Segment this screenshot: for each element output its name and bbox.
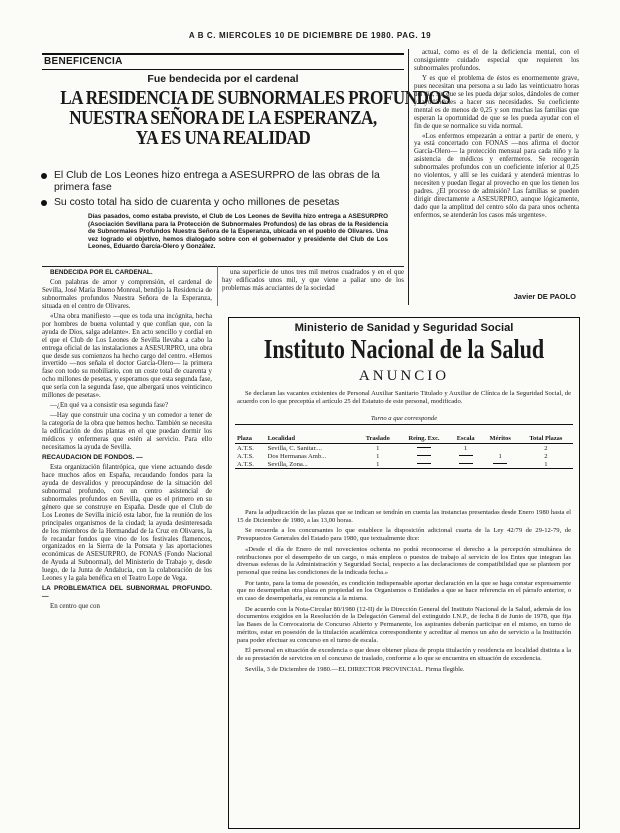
bullet-icon	[41, 173, 47, 179]
table-cell: 1	[498, 452, 502, 460]
bullet-text: El Club de Los Leones hizo entrega a ASESURPRO de las obras de la primera fase	[54, 170, 380, 193]
dash-mark	[417, 455, 431, 456]
column-rule	[408, 49, 409, 305]
section-bar	[42, 53, 404, 70]
table-cell: 1	[376, 444, 380, 452]
table-cell	[482, 460, 519, 469]
column-subhead: RECAUDACION DE FONDOS. —	[42, 453, 143, 461]
headline-line: NUESTRA SEÑORA DE LA ESPERANZA,	[69, 108, 377, 129]
column-subhead: LA PROBLEMATICA DEL SUBNORMAL PROFUNDO.—	[42, 585, 212, 601]
dash-mark	[417, 447, 431, 448]
column-paragraph: —Hay que construir una cocina y un comedor a tener de la categoría de la obra que hemos hecho. También se necesita la edificación de dos plantas en el que puedan dormir los médicos y enfermeras que estén al servicio. Para ello necesitamos la ayuda de Sevilla.	[42, 412, 212, 452]
article-lede: Días pasados, como estaba previsto, el Club de Los Leones de Sevilla hizo entrega a ASESURPRO (Asociación Sevillana para la Protección de Subnormales Profundos) de las obras de la Residencia de Subnormales Profundos Nuestra Señora de la Esperanza, ubicada en el pueblo de Olivares. Una vez logrado el objetivo, hemos dialogado sobre con el gobernador y presidente del Club de Los Leones, Eduardo García-Olero y González.	[88, 213, 388, 251]
article-headline	[60, 88, 451, 149]
bullet-item	[40, 197, 406, 209]
table-cell: A.T.S.	[235, 460, 266, 469]
headline-line: LA RESIDENCIA DE SUBNORMALES PROFUNDOS	[60, 88, 451, 109]
table-cell	[450, 460, 482, 469]
table-caption: Turno a que corresponde	[370, 415, 438, 422]
table-row	[235, 460, 573, 469]
vacancies-table	[235, 424, 573, 469]
column-paragraph: actual, como es el de la deficiencia mental, con el consiguiente cuidado especial que requieren los subnormales profundos.	[414, 49, 579, 72]
dash-mark	[459, 455, 473, 456]
article-byline: Javier DE PAOLO	[513, 292, 576, 301]
dash-mark	[459, 463, 473, 464]
notice-announce: ANUNCIO	[358, 368, 450, 384]
table-cell	[482, 444, 519, 453]
table-cell: Sevilla, C. Sanitar....	[267, 444, 322, 452]
table-header: Méritos	[482, 425, 519, 444]
column-paragraph: Y es que el problema de éstos es enormemente grave, pues necesitan una persona a su lado las veinticuatro horas del día, sin que se les pueda dejar solos, dándoles de comer y ayudándoles a hacer sus necesidades. Su coeficiente mental es de menos de 0,25 y son muchas las familias que esperan la oportunidad de que se les pueda ayudar con el fin de que se normalice su vida normal.	[414, 74, 579, 130]
table-cell: 1	[376, 452, 380, 460]
table-header: Localidad	[266, 425, 358, 444]
headline-line: YA ES UNA REALIDAD	[135, 128, 311, 149]
table-cell	[450, 452, 482, 460]
table-cell: 1	[464, 444, 468, 452]
table-header: Total Plazas	[519, 425, 573, 444]
bullet-item	[40, 170, 406, 194]
column-paragraph: En centro que con	[50, 603, 100, 611]
table-header: Reing. Exc.	[398, 425, 449, 444]
notice-paragraph: El personal en situación de excedencia o que desee obtener plaza de propia titulación y residencia en localidad distinta a la de su prestación de servicios en el concurso de traslado, conforme a lo que se encuentra en situación de excedencia.	[237, 647, 571, 662]
table-header: Traslado	[357, 425, 398, 444]
table-cell: Sevilla, Zona...	[266, 460, 358, 469]
article-column-left	[42, 269, 212, 827]
table-cell: 1	[519, 460, 573, 469]
table-row	[235, 444, 573, 453]
bullet-text: Su costo total ha sido de cuarenta y ocho millones de pesetas	[54, 197, 340, 208]
table-cell	[398, 444, 449, 453]
bullet-icon	[41, 200, 47, 206]
table-cell: 2	[544, 452, 548, 460]
table-cell	[398, 452, 449, 460]
table-cell: 1	[357, 460, 398, 469]
notice-paragraph: Se declaran las vacantes existentes de Personal Auxiliar Sanitario Titulado y Auxiliar de Clínica de la Seguridad Social, de acuerdo con lo que preceptúa el artículo 25 del Estatuto de este personal, modificado.	[237, 390, 571, 405]
column-paragraph: «Una obra manifiesto —que es toda una incógnita, hecha por hombres de buena voluntad y que confían que, con la ayuda de Dios, salga adelante». En acto sencillo y cordial en el que el Club de Los Leones de Sevilla llevaba a cabo la entrega oficial de las instalaciones a ASESURPRO, una obra que desde sus comienzos ha hecho cargo del centro. «Hemos invertido —nos señala el doctor García-Olero— la primera fase con todo su mobiliario, con un coste total de cuarenta y ocho millones de pesetas, y esperamos que esta segunda fase, que sería con la segunda fase, que albergará unos veinticinco millones de pesetas».	[42, 312, 212, 400]
notice-paragraph: Sevilla, 3 de Diciembre de 1980.—EL DIRECTOR PROVINCIAL. Firma Ilegible.	[245, 665, 465, 673]
article-kicker: Fue bendecida por el cardenal	[147, 73, 299, 85]
divider-rule	[42, 266, 404, 267]
dash-mark	[493, 463, 507, 464]
section-label: BENEFICENCIA	[44, 56, 123, 67]
table-cell: A.T.S.	[237, 452, 254, 460]
official-notice	[228, 317, 580, 829]
column-paragraph: Esta organización filantrópica, que viene actuando desde hace muchos años en España, recaudando fondos para la ayuda de desvalidos y preocupándose de la situación del subnormal profundo, con un centro asistencial de subnormales profundos en Sevilla, que es el primero en su género que se construye en España. Desde que el Club de Los Leones de Sevilla inició esta labor, fue la reunión de los principales organismos de la ciudad; la ayuda desinteresada de los miembros de la Hermandad de la Cruz en Olivares, la fe recaudar fondos que vino de los festivales flamencos, organizados en la Sierra de la Ponsata y las aportaciones económicas de ASESURPRO, de FONAS (Fondo Nacional de Ayuda al Subnormal), del Ministerio de Trabajo y, desde luego, de la Junta de Andalucía, con la colaboración de los Leones y la gala benéfica en el Teatro Lope de Vega.	[42, 463, 212, 583]
article-column-middle	[222, 269, 404, 305]
column-paragraph: «Los enfermos empezarán a entrar a partir de enero, y ya está concertado con FONAS —nos afirma el doctor García-Olero— la protección mensual para cada niño y la asistencia de médicos y enfermeros. Se recogerán subnormales profundos con un coeficiente inferior al 0,25 no violentos, y allí se les cuidará y atenderá mientras lo necesiten y puedan llegar al provecho en que los tienen los padres. ¿El proceso de admisión? Las familias se pueden dirigir directamente a ASESURPRO, aunque lógicamente, dado que la amplitud del centro sólo da para unos ochenta enfermos, se atenderán los casos más urgentes».	[414, 132, 579, 220]
notice-title: Instituto Nacional de la Salud	[263, 334, 545, 364]
notice-paragraph: Para la adjudicación de las plazas que se indican se tendrán en cuenta las instancias presentadas desde Enero 1980 hasta el 15 de Diciembre de 1980, a las 13,00 horas.	[237, 509, 571, 524]
running-head: A B C. MIERCOLES 10 DE DICIEMBRE DE 1980. PAG. 19	[188, 31, 432, 40]
table-cell: 2	[544, 444, 548, 452]
notice-paragraph: «Desde el día de Enero de mil novecientos ochenta no podrá reconocerse el derecho a la percepción simultánea de retribuciones por el desempeño de un cargo, o más empleos o puestos de trabajo al servicio de los Entes que integran las diversas esferas de la Administración y Seguridad Social, respecto a las declaraciones de compatibilidad que se planteen por personal que reúna las condiciones de la indicada fecha.»	[237, 545, 571, 576]
column-paragraph: BENDECIDA POR EL CARDENAL.	[50, 269, 153, 276]
column-paragraph: una superficie de unos tres mil metros cuadrados y en el que hay edificados unos mil, y que viene a paliar uno de los problemas más acuciantes de la sociedad	[222, 269, 404, 292]
article-column-right	[414, 49, 579, 299]
column-rule	[217, 266, 218, 306]
table-cell: A.T.S.	[237, 444, 254, 452]
table-row	[235, 452, 573, 460]
table-header: Plaza	[235, 425, 266, 444]
column-paragraph: Con palabras de amor y comprensión, el cardenal de Sevilla, José María Bueno Monreal, bendijo la Residencia de subnormales profundos Nuestra Señora de la Esperanza, situada en el centro de Olivares.	[42, 278, 212, 310]
column-paragraph: —¿En qué va a consistir esa segunda fase?	[50, 402, 169, 410]
table-header: Escala	[450, 425, 482, 444]
notice-paragraph: De acuerdo con la Nota-Circular 80/1980 (12-II) de la Dirección General del Instituto Nacional de la Salud, además de los documentos exigidos en la Resolución de la Delegación General del extinguido I.N.P., de fecha 8 de Junio de 1978, que fija las Bases de la Convocatoria de Concurso Abierto y Permanente, los aspirantes deberán participar en el mismo, en turno de méritos, estar en posesión de la titulación académica correspondiente y acreditar al menos un año de servicio a la Institución para poder efectuar su concurso en el turno de escala.	[237, 605, 571, 644]
notice-body	[237, 509, 571, 676]
dash-mark	[417, 463, 431, 464]
table-cell	[398, 460, 449, 469]
notice-paragraph: Se recuerda a los concursantes lo que establece la disposición adicional cuarta de la Ley 42/79 de 29-12-79, de Presupuestos Generales del Estado para 1980, que textualmente dice:	[237, 527, 571, 543]
notice-intro	[237, 390, 571, 408]
table-cell: Dos Hermanas Amb...	[267, 452, 327, 460]
subheadline-bullets	[40, 170, 406, 212]
notice-ministry: Ministerio de Sanidad y Seguridad Social	[294, 322, 514, 334]
notice-paragraph: Por tanto, para la toma de posesión, es condición indispensable aportar declaración en la que se haga constar expresamente que no desempeñan otra plaza en propiedad en los Organismos o Entidades a que se hace referencia en el párrafo anterior, o en caso de desempeñarla, su renuncia a la misma.	[237, 579, 571, 603]
